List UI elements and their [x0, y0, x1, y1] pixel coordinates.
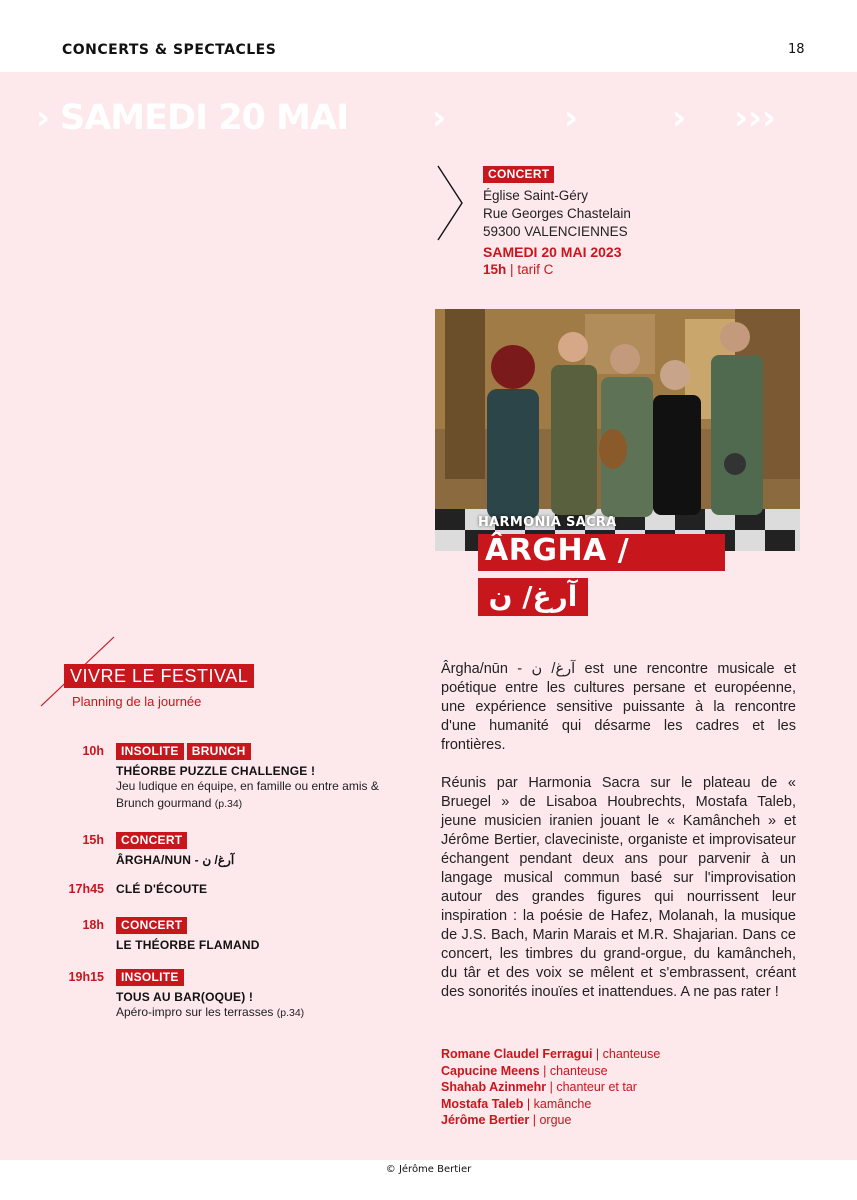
schedule-name: THÉORBE PUZZLE CHALLENGE ! — [116, 764, 316, 778]
page-ref: (p.34) — [276, 1007, 305, 1019]
tag-brunch: BRUNCH — [187, 743, 251, 760]
chevron-right-icon: › — [672, 98, 687, 138]
schedule-time: 17h45 — [68, 882, 104, 896]
performers-list — [441, 1046, 660, 1129]
performer-role: kamânche — [533, 1096, 592, 1111]
tag-concert: CONCERT — [116, 917, 187, 934]
chevron-right-icon: › — [36, 98, 51, 138]
chevron-right-icon — [436, 164, 466, 242]
schedule-name: LE THÉORBE FLAMAND — [116, 938, 260, 952]
venue-name: Église Saint-Géry — [483, 188, 589, 203]
schedule-name: ÂRGHA/NUN - آرغ/ ن — [116, 853, 235, 867]
category-tag: CONCERT — [483, 166, 554, 183]
event-time: 15h — [483, 262, 507, 277]
event-info — [483, 165, 631, 279]
tag-concert: CONCERT — [116, 832, 187, 849]
performer-name: Shahab Azinmehr — [441, 1080, 547, 1094]
separator: | — [510, 262, 514, 277]
schedule-time: 18h — [82, 918, 104, 932]
performer-role: chanteuse — [549, 1063, 608, 1078]
chevron-triple-icon: ››› — [734, 98, 777, 138]
venue-city: 59300 VALENCIENNES — [483, 224, 628, 239]
date-banner: SAMEDI 20 MAI — [60, 98, 349, 138]
schedule-name: TOUS AU BAR(OQUE) ! — [116, 990, 254, 1004]
festival-subtitle: Planning de la journée — [72, 694, 202, 709]
page-number: 18 — [788, 42, 805, 57]
concert-title: ÂRGHA / — [485, 533, 630, 568]
event-date: SAMEDI 20 MAI 2023 — [483, 244, 622, 260]
schedule-desc — [116, 778, 386, 813]
performer: Romane Claudel Ferragui | chanteuse — [441, 1047, 661, 1061]
performer-name: Jérôme Bertier — [441, 1113, 530, 1127]
tag-insolite: INSOLITE — [116, 969, 184, 986]
tag-insolite: INSOLITE — [116, 743, 184, 760]
section-title: CONCERTS & SPECTACLES — [62, 42, 277, 58]
performer: Jérôme Bertier | orgue — [441, 1113, 572, 1127]
performer: Capucine Meens | chanteuse — [441, 1063, 608, 1078]
performer-role: chanteur et tar — [556, 1080, 637, 1094]
event-price: tarif C — [517, 262, 554, 277]
performer: Shahab Azinmehr | chanteur et tar — [441, 1080, 637, 1094]
performer: Mostafa Taleb | kamânche — [441, 1096, 592, 1111]
desc-text: Apéro-impro sur les terrasses — [116, 1005, 274, 1019]
performer-role: chanteuse — [602, 1047, 661, 1061]
festival-title: VIVRE LE FESTIVAL — [64, 664, 254, 688]
schedule-desc — [116, 1004, 386, 1022]
concert-title-arabic: آرغ/ ن — [478, 578, 588, 616]
chevron-right-icon: › — [564, 98, 579, 138]
photo-credit: © Jérôme Bertier — [385, 1164, 472, 1175]
venue-street: Rue Georges Chastelain — [483, 206, 631, 221]
desc-text: Jeu ludique en équipe, en famille ou entre amis & Brunch gourmand — [116, 779, 379, 810]
chevron-right-icon: › — [432, 98, 447, 138]
performer-name: Mostafa Taleb — [441, 1096, 524, 1111]
schedule-name: CLÉ D'ÉCOUTE — [116, 882, 208, 896]
performer-role: orgue — [539, 1113, 572, 1127]
article-body — [441, 660, 796, 1021]
performer-name: Romane Claudel Ferragui — [441, 1047, 593, 1061]
article-paragraph: Ârgha/nūn - آرغ/ ن est une rencontre musicale et poétique entre les cultures persane et européenne, une expérience sensitive puissante à la rencontre d'une humanité qui désarme les cadres et les frontières. — [441, 661, 796, 753]
page-ref: (p.34) — [214, 798, 243, 810]
schedule-time: 15h — [82, 833, 104, 847]
schedule-time: 19h15 — [68, 970, 104, 984]
event-time-price — [483, 261, 631, 279]
top-bar — [0, 0, 857, 72]
ensemble-name: HARMONIA SACRA — [478, 515, 617, 530]
performer-name: Capucine Meens — [441, 1063, 540, 1078]
article-paragraph: Réunis par Harmonia Sacra sur le plateau de « Bruegel » de Lisaboa Houbrechts, Mostafa Taleb, jeune musicien iranien jouant le « Kamâncheh » et Jérôme Bertier, claveciniste, organiste et improvisateur échangent pendant deux ans pour parvenir à un langage musical commun basé sur l'improvisation autour des grandes figures qui nourrissent leur inspiration : la poésie de Hafez, Molanah, la musique de J.S. Bach, Marin Marais et M.R. Shajarian. Dans ce concert, les timbres du grand-orgue, du kamâncheh, du târ et des voix se mêlent et s'embrassent, créant des sonorités inouïes et inattendues. A ne pas rater ! — [441, 775, 796, 1000]
schedule-time: 10h — [82, 744, 104, 758]
